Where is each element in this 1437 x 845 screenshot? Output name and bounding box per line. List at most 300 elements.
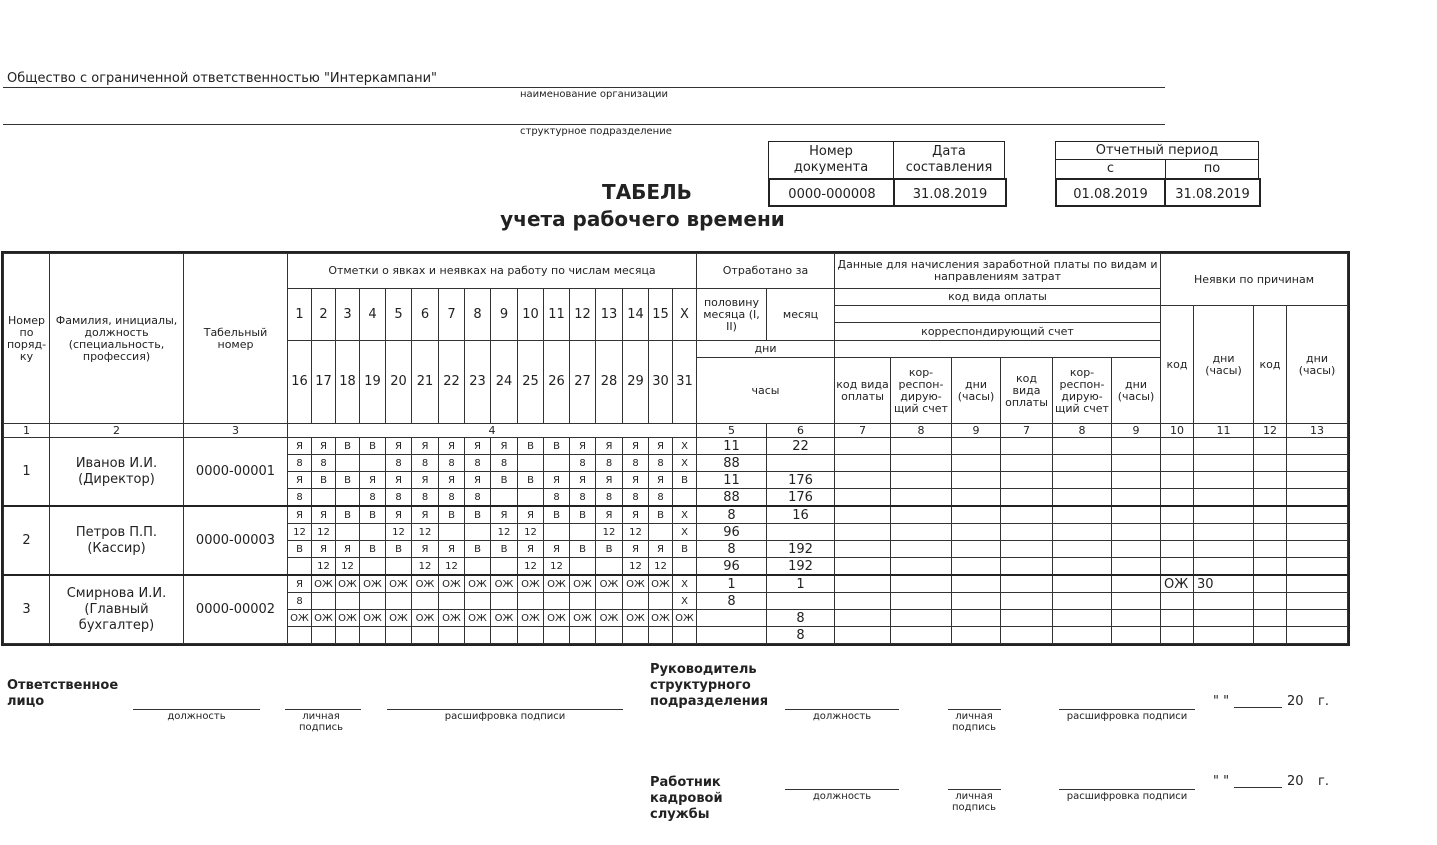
absence-days-2 — [1287, 524, 1348, 541]
absence-days — [1194, 541, 1254, 558]
absence-days-2 — [1287, 489, 1348, 507]
day-mark-cell: Я — [312, 541, 336, 558]
day-head: 30 — [649, 341, 673, 424]
salary-cell — [835, 541, 891, 558]
absence-days-2 — [1287, 438, 1348, 455]
period-from: 01.08.2019 — [1073, 187, 1148, 202]
worked-month: 192 — [767, 558, 835, 576]
day-mark-cell: Я — [518, 506, 544, 524]
worked-half: 88 — [697, 455, 767, 472]
day-mark-cell — [386, 627, 412, 644]
day-mark-cell: ОЖ — [491, 610, 518, 627]
col-number: 1 — [4, 424, 50, 438]
absence-days — [1194, 472, 1254, 489]
day-mark-cell: ОЖ — [312, 610, 336, 627]
header-days-hours-1: дни (часы) — [952, 358, 1001, 424]
day-mark-cell: Я — [336, 541, 360, 558]
header-corr-2: кор-респон-дирую-щий счет — [1053, 358, 1112, 424]
worked-month: 176 — [767, 472, 835, 489]
absence-days — [1194, 558, 1254, 576]
col-number: 11 — [1194, 424, 1254, 438]
header-corr-account — [835, 306, 1161, 341]
salary-cell — [891, 610, 952, 627]
day-mark-cell — [596, 558, 623, 576]
day-mark-cell: 8 — [649, 455, 673, 472]
day-mark-cell: ОЖ — [360, 610, 386, 627]
salary-cell — [1112, 524, 1161, 541]
day-mark-cell: В — [570, 541, 596, 558]
col-number: 7 — [835, 424, 891, 438]
col-number: 10 — [1161, 424, 1194, 438]
absence-days — [1194, 524, 1254, 541]
day-mark-cell: 12 — [596, 524, 623, 541]
day-mark-cell — [336, 489, 360, 507]
table-row — [4, 506, 1348, 524]
day-mark-cell: Я — [596, 472, 623, 489]
day-mark-cell: В — [596, 541, 623, 558]
day-head: 16 — [288, 341, 312, 424]
responsible-text: Ответственное лицо — [7, 678, 119, 709]
employee-name: Петров П.П.(Кассир) — [50, 506, 184, 575]
day-head: 6 — [412, 289, 439, 341]
day-mark-cell: 8 — [386, 489, 412, 507]
responsible-label — [7, 678, 132, 710]
salary-cell — [1112, 506, 1161, 524]
absence-code — [1161, 524, 1194, 541]
salary-cell — [952, 524, 1001, 541]
salary-cell — [891, 627, 952, 644]
day-mark-cell — [360, 593, 386, 610]
day-mark-cell: 8 — [360, 489, 386, 507]
worked-half: 8 — [697, 593, 767, 610]
hr-signature-line[interactable] — [948, 789, 1001, 790]
header-col-num: Номер по поряд-ку — [4, 254, 50, 424]
organization-name: Общество с ограниченной ответственностью "Интеркампани" — [7, 71, 437, 86]
head-position-line[interactable] — [785, 709, 899, 710]
table-row — [4, 438, 1348, 455]
col-number: 5 — [697, 424, 767, 438]
absence-days-2 — [1287, 627, 1348, 644]
day-mark-cell: 12 — [312, 558, 336, 576]
day-mark-cell: Я — [491, 438, 518, 455]
hr-position-line[interactable] — [785, 789, 899, 790]
day-mark-cell: ОЖ — [360, 575, 386, 593]
department-caption: структурное подразделение — [520, 126, 672, 137]
worked-half: 96 — [697, 558, 767, 576]
salary-cell — [1053, 472, 1112, 489]
day-mark-cell: Я — [386, 506, 412, 524]
day-mark-cell: Я — [312, 438, 336, 455]
worked-month: 176 — [767, 489, 835, 507]
day-head: 1 — [288, 289, 312, 341]
salary-cell — [952, 575, 1001, 593]
responsible-decoding-line[interactable] — [387, 709, 623, 710]
absence-days-2 — [1287, 472, 1348, 489]
header-absences: Неявки по причинам — [1161, 254, 1348, 306]
head-date-line[interactable] — [1234, 707, 1282, 708]
header-spacer — [835, 341, 1161, 358]
absence-code-2 — [1254, 438, 1287, 455]
salary-cell — [891, 558, 952, 576]
day-mark-cell: 8 — [623, 489, 649, 507]
organization-underline — [3, 87, 1165, 88]
absence-days — [1194, 627, 1254, 644]
day-mark-cell: В — [360, 438, 386, 455]
day-mark-cell: 8 — [491, 455, 518, 472]
col-number: 7 — [1001, 424, 1053, 438]
day-mark-cell: Я — [439, 438, 465, 455]
day-head: 26 — [544, 341, 570, 424]
absence-code-2 — [1254, 593, 1287, 610]
day-mark-cell — [673, 627, 697, 644]
day-mark-cell: 8 — [570, 489, 596, 507]
day-mark-cell: 8 — [288, 489, 312, 507]
day-mark-cell: Я — [596, 506, 623, 524]
day-mark-cell: ОЖ — [673, 610, 697, 627]
day-mark-cell — [439, 593, 465, 610]
day-mark-cell: Я — [544, 541, 570, 558]
salary-cell — [835, 575, 891, 593]
day-mark-cell: В — [312, 472, 336, 489]
day-mark-cell — [360, 455, 386, 472]
hr-position-caption: должность — [812, 791, 872, 802]
worked-half — [697, 610, 767, 627]
day-mark-cell — [649, 627, 673, 644]
day-mark-cell — [386, 593, 412, 610]
day-head: 19 — [360, 341, 386, 424]
salary-cell — [891, 541, 952, 558]
worked-month: 192 — [767, 541, 835, 558]
day-mark-cell: 8 — [544, 489, 570, 507]
salary-cell — [891, 575, 952, 593]
day-mark-cell: В — [386, 541, 412, 558]
salary-cell — [952, 438, 1001, 455]
salary-cell — [952, 610, 1001, 627]
day-mark-cell: Я — [623, 506, 649, 524]
day-mark-cell — [544, 593, 570, 610]
day-mark-cell: В — [491, 472, 518, 489]
day-mark-cell: Я — [623, 438, 649, 455]
absence-code — [1161, 558, 1194, 576]
header-salary: Данные для начисления заработной платы по видам и направлениям затрат — [835, 254, 1161, 289]
absence-days: 30 — [1194, 575, 1254, 593]
worked-half: 11 — [697, 472, 767, 489]
day-mark-cell — [288, 558, 312, 576]
day-mark-cell: Я — [288, 506, 312, 524]
period-to: 31.08.2019 — [1175, 187, 1250, 202]
day-mark-cell — [312, 489, 336, 507]
salary-cell — [1001, 627, 1053, 644]
salary-cell — [1053, 438, 1112, 455]
day-mark-cell — [623, 627, 649, 644]
head-decoding-caption: расшифровка подписи — [1066, 711, 1188, 722]
header-code-kind-2: код вида оплаты — [1001, 358, 1053, 424]
day-mark-cell: Я — [623, 541, 649, 558]
day-mark-cell — [312, 627, 336, 644]
absence-code-2 — [1254, 558, 1287, 576]
day-mark-cell — [570, 524, 596, 541]
day-mark-cell: Я — [412, 472, 439, 489]
day-mark-cell: 12 — [544, 558, 570, 576]
day-mark-cell: 8 — [649, 489, 673, 507]
day-mark-cell — [465, 558, 491, 576]
day-mark-cell: X — [673, 524, 697, 541]
absence-days — [1194, 593, 1254, 610]
salary-cell — [1053, 506, 1112, 524]
salary-cell — [1053, 489, 1112, 507]
day-head: 23 — [465, 341, 491, 424]
day-head: 4 — [360, 289, 386, 341]
period-label: Отчетный период — [1095, 143, 1219, 158]
day-mark-cell: 12 — [623, 558, 649, 576]
day-mark-cell: ОЖ — [439, 575, 465, 593]
day-mark-cell: ОЖ — [336, 575, 360, 593]
day-head: 2 — [312, 289, 336, 341]
period-from-label: с — [1106, 161, 1115, 176]
doc-number: 0000-000008 — [788, 187, 876, 202]
day-head: 14 — [623, 289, 649, 341]
day-head: 25 — [518, 341, 544, 424]
day-mark-cell — [518, 489, 544, 507]
day-mark-cell — [518, 455, 544, 472]
salary-cell — [1053, 541, 1112, 558]
day-mark-cell: 12 — [518, 524, 544, 541]
absence-days-2 — [1287, 610, 1348, 627]
employee-tab-number: 0000-00002 — [184, 575, 288, 644]
salary-cell — [1001, 593, 1053, 610]
absence-code-2 — [1254, 610, 1287, 627]
head-decoding-line[interactable] — [1059, 709, 1195, 710]
day-mark-cell — [360, 627, 386, 644]
day-mark-cell: ОЖ — [570, 575, 596, 593]
salary-cell — [1112, 472, 1161, 489]
day-mark-cell: Я — [623, 472, 649, 489]
day-head: 20 — [386, 341, 412, 424]
day-mark-cell: ОЖ — [649, 575, 673, 593]
day-mark-cell: 12 — [518, 558, 544, 576]
day-mark-cell: ОЖ — [570, 610, 596, 627]
day-head: 31 — [673, 341, 697, 424]
hr-signature-caption: личная подпись — [952, 791, 996, 813]
salary-cell — [1001, 610, 1053, 627]
header-col-name: Фамилия, инициалы, должность (специальность, профессия) — [50, 254, 184, 424]
salary-cell — [835, 610, 891, 627]
salary-cell — [835, 524, 891, 541]
salary-cell — [835, 627, 891, 644]
salary-cell — [1001, 524, 1053, 541]
day-mark-cell: Я — [491, 506, 518, 524]
day-head: 22 — [439, 341, 465, 424]
absence-days-2 — [1287, 575, 1348, 593]
salary-cell — [1053, 610, 1112, 627]
day-mark-cell — [491, 627, 518, 644]
day-mark-cell — [465, 593, 491, 610]
period-from-box — [1055, 178, 1166, 207]
salary-cell — [891, 489, 952, 507]
day-mark-cell: ОЖ — [439, 610, 465, 627]
salary-cell — [891, 593, 952, 610]
absence-days-2 — [1287, 541, 1348, 558]
salary-cell — [952, 627, 1001, 644]
day-mark-cell — [673, 558, 697, 576]
employee-tab-number: 0000-00003 — [184, 506, 288, 575]
absence-code — [1161, 455, 1194, 472]
day-mark-cell: Я — [570, 438, 596, 455]
salary-cell — [835, 506, 891, 524]
period-to-label: по — [1203, 161, 1221, 176]
salary-cell — [1112, 575, 1161, 593]
head-signature-caption: личная подпись — [952, 711, 996, 733]
col-number: 3 — [184, 424, 288, 438]
day-mark-cell — [312, 593, 336, 610]
col-number: 9 — [1112, 424, 1161, 438]
day-mark-cell: В — [518, 438, 544, 455]
responsible-signature-line[interactable] — [285, 709, 361, 710]
col-number: 13 — [1287, 424, 1348, 438]
day-mark-cell: 12 — [312, 524, 336, 541]
day-mark-cell — [465, 524, 491, 541]
period-header — [1055, 141, 1259, 160]
col-number: 6 — [767, 424, 835, 438]
employee-tab-number: 0000-00001 — [184, 438, 288, 507]
col-number: 12 — [1254, 424, 1287, 438]
worked-month: 16 — [767, 506, 835, 524]
day-mark-cell: Я — [518, 541, 544, 558]
worked-month — [767, 524, 835, 541]
header-worked: Отработано за — [697, 254, 835, 289]
day-mark-cell: Я — [649, 438, 673, 455]
day-mark-cell — [491, 593, 518, 610]
day-mark-cell: В — [465, 506, 491, 524]
worked-half: 8 — [697, 541, 767, 558]
employee-name: Иванов И.И.(Директор) — [50, 438, 184, 507]
doc-number-header — [768, 141, 894, 178]
header-code-kind-1: код вида оплаты — [835, 358, 891, 424]
day-mark-cell: Я — [596, 438, 623, 455]
day-mark-cell: В — [673, 472, 697, 489]
day-mark-cell — [360, 524, 386, 541]
absence-days-2 — [1287, 558, 1348, 576]
day-mark-cell — [544, 524, 570, 541]
day-mark-cell: ОЖ — [288, 610, 312, 627]
responsible-position-line[interactable] — [133, 709, 260, 710]
head-position-caption: должность — [812, 711, 872, 722]
period-from-header — [1055, 159, 1166, 178]
day-head: 11 — [544, 289, 570, 341]
absence-code — [1161, 438, 1194, 455]
hr-decoding-line[interactable] — [1059, 789, 1195, 790]
department-underline — [3, 124, 1165, 125]
day-mark-cell — [336, 455, 360, 472]
salary-cell — [1001, 489, 1053, 507]
day-mark-cell — [544, 455, 570, 472]
absence-days — [1194, 610, 1254, 627]
salary-cell — [1053, 524, 1112, 541]
day-mark-cell: 12 — [491, 524, 518, 541]
day-mark-cell — [288, 627, 312, 644]
day-head: 13 — [596, 289, 623, 341]
day-mark-cell: В — [336, 438, 360, 455]
timesheet-table — [3, 253, 1348, 644]
day-mark-cell — [439, 627, 465, 644]
day-mark-cell: Я — [465, 438, 491, 455]
absence-code-2 — [1254, 575, 1287, 593]
header-corr-account-label: корреспондирующий счет — [921, 325, 1074, 338]
absence-code: ОЖ — [1161, 575, 1194, 593]
day-mark-cell: В — [544, 506, 570, 524]
head-date-quote: " " — [1213, 694, 1230, 709]
day-mark-cell: 8 — [596, 455, 623, 472]
absence-code — [1161, 506, 1194, 524]
header-pay-code: код вида оплаты — [835, 289, 1161, 306]
hr-year: 20 — [1287, 774, 1304, 789]
header-half: половину месяца (I, II) — [697, 289, 767, 341]
salary-cell — [1112, 455, 1161, 472]
day-mark-cell: ОЖ — [518, 610, 544, 627]
salary-cell — [891, 438, 952, 455]
header-month: месяц — [767, 289, 835, 341]
day-mark-cell — [673, 489, 697, 507]
day-head: 5 — [386, 289, 412, 341]
day-mark-cell — [412, 593, 439, 610]
day-mark-cell: X — [673, 455, 697, 472]
day-mark-cell: Я — [288, 438, 312, 455]
day-mark-cell: ОЖ — [518, 575, 544, 593]
hr-date-quote: " " — [1213, 774, 1230, 789]
day-mark-cell — [570, 627, 596, 644]
day-mark-cell: ОЖ — [465, 610, 491, 627]
title-line2: учета рабочего времени — [500, 207, 785, 231]
day-mark-cell: 8 — [623, 455, 649, 472]
col-number: 4 — [288, 424, 697, 438]
col-number: 8 — [891, 424, 952, 438]
salary-cell — [891, 524, 952, 541]
salary-cell — [1001, 472, 1053, 489]
day-mark-cell: ОЖ — [412, 610, 439, 627]
day-mark-cell: В — [465, 541, 491, 558]
salary-cell — [1053, 627, 1112, 644]
day-mark-cell — [596, 593, 623, 610]
header-abs-days-1: дни (часы) — [1194, 306, 1254, 424]
day-mark-cell: В — [518, 472, 544, 489]
day-mark-cell — [623, 593, 649, 610]
day-mark-cell — [336, 627, 360, 644]
salary-cell — [891, 472, 952, 489]
day-mark-cell: ОЖ — [544, 610, 570, 627]
day-mark-cell — [336, 524, 360, 541]
day-mark-cell: ОЖ — [465, 575, 491, 593]
header-days-hours-2: дни (часы) — [1112, 358, 1161, 424]
head-signature-line[interactable] — [948, 709, 1001, 710]
worked-half: 8 — [697, 506, 767, 524]
day-mark-cell: Я — [412, 541, 439, 558]
employee-rows — [4, 438, 1348, 644]
day-mark-cell: В — [491, 541, 518, 558]
day-head: 8 — [465, 289, 491, 341]
day-mark-cell: 8 — [439, 489, 465, 507]
employee-name: Смирнова И.И.(Главный бухгалтер) — [50, 575, 184, 644]
absence-code-2 — [1254, 506, 1287, 524]
hr-date-line[interactable] — [1234, 787, 1282, 788]
absence-days-2 — [1287, 455, 1348, 472]
absence-code — [1161, 472, 1194, 489]
salary-cell — [1053, 593, 1112, 610]
worked-month — [767, 593, 835, 610]
day-mark-cell: В — [673, 541, 697, 558]
salary-cell — [1001, 506, 1053, 524]
hr-decoding-caption: расшифровка подписи — [1066, 791, 1188, 802]
day-head: 24 — [491, 341, 518, 424]
